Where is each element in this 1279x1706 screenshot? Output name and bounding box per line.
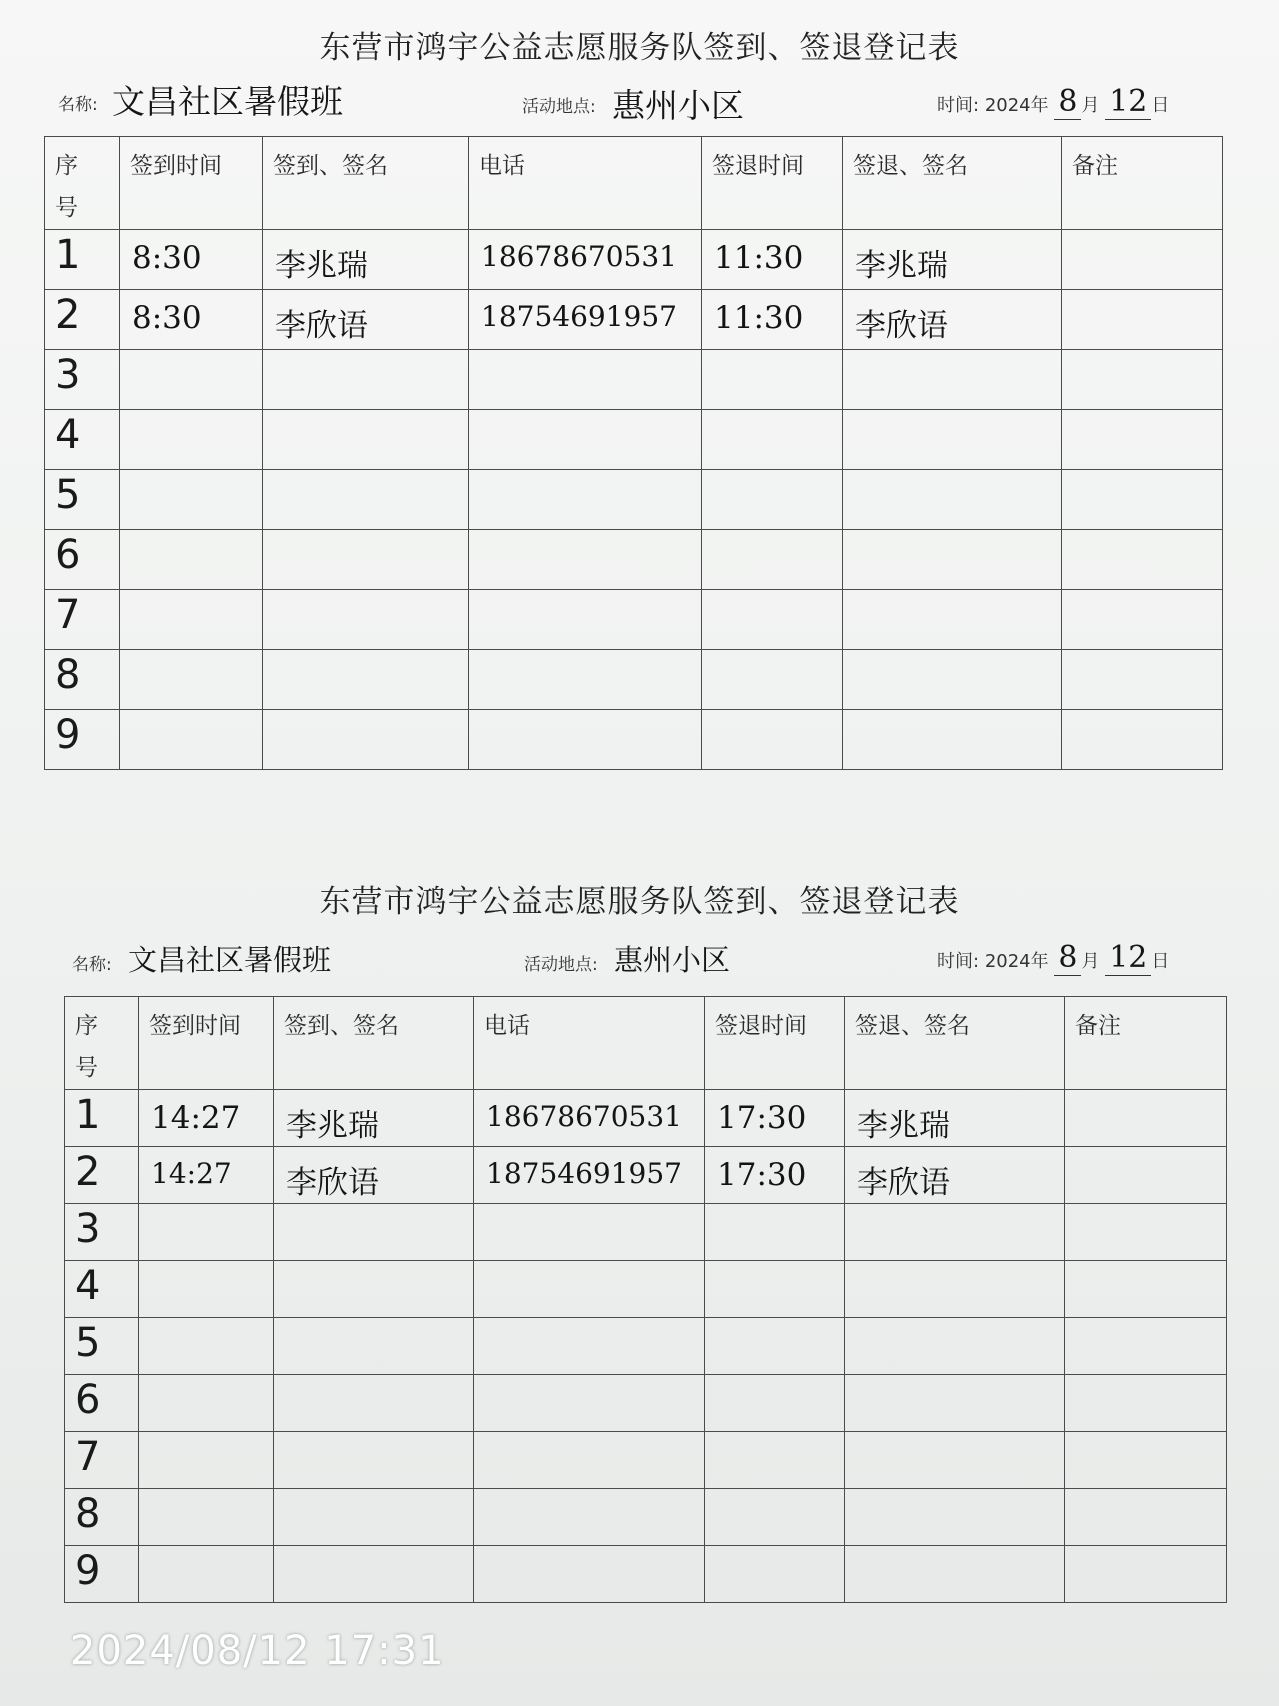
date-day: 12	[1105, 940, 1151, 976]
checkin-time: 14:27	[151, 1100, 241, 1136]
header-note: 备注	[1075, 1013, 1121, 1039]
location-label: 活动地点:	[522, 97, 596, 117]
header-cell	[263, 137, 469, 230]
location-label: 活动地点:	[524, 955, 598, 975]
checkin-time: 8:30	[132, 300, 202, 336]
row-number: 4	[55, 412, 81, 458]
table-row	[45, 530, 1223, 590]
header-checkin-sign: 签到、签名	[273, 153, 388, 179]
table-header-row	[65, 997, 1227, 1090]
row-number: 4	[75, 1263, 101, 1309]
sign-in-table	[64, 996, 1227, 1603]
header-checkout-time: 签退时间	[715, 1013, 807, 1039]
month-unit: 月	[1081, 95, 1100, 116]
header-cell	[469, 137, 702, 230]
table-row	[45, 590, 1223, 650]
table-row	[65, 1546, 1227, 1603]
row-number: 9	[55, 712, 81, 758]
sheet-1-body	[45, 230, 1223, 770]
phone-number: 18678670531	[481, 240, 677, 273]
checkin-signature: 李兆瑞	[275, 248, 368, 284]
table-header-row	[45, 137, 1223, 230]
header-note: 备注	[1072, 153, 1118, 179]
table-row	[45, 470, 1223, 530]
header-serial: 序号	[75, 1013, 98, 1081]
row-number: 5	[75, 1320, 101, 1366]
row-number: 9	[75, 1548, 101, 1594]
table-row	[65, 1318, 1227, 1375]
date-month: 8	[1054, 84, 1081, 120]
day-unit: 日	[1151, 951, 1170, 972]
location-value: 惠州小区	[612, 86, 744, 125]
table-row	[65, 1375, 1227, 1432]
header-phone: 电话	[484, 1013, 530, 1039]
row-number: 6	[55, 532, 81, 578]
header-phone: 电话	[479, 153, 525, 179]
table-row	[45, 710, 1223, 770]
header-cell	[139, 997, 274, 1090]
table-row	[65, 1090, 1227, 1147]
row-number: 2	[55, 292, 81, 338]
year-unit: 年	[1030, 951, 1049, 972]
header-cell	[274, 997, 474, 1090]
checkout-signature: 李欣语	[855, 308, 948, 344]
name-label: 名称:	[58, 95, 98, 115]
header-checkout-time: 签退时间	[712, 153, 804, 179]
checkout-time: 11:30	[714, 300, 804, 336]
name-value: 文昌社区暑假班	[128, 943, 332, 977]
row-number: 7	[75, 1434, 101, 1480]
table-row	[45, 290, 1223, 350]
checkout-time: 11:30	[714, 240, 804, 276]
date-month: 8	[1054, 940, 1081, 976]
header-checkin-time: 签到时间	[149, 1013, 241, 1039]
checkin-signature: 李欣语	[286, 1165, 379, 1201]
date-label: 时间:	[937, 951, 980, 972]
header-cell	[843, 137, 1062, 230]
month-unit: 月	[1081, 951, 1100, 972]
table-row	[45, 230, 1223, 290]
day-unit: 日	[1151, 95, 1170, 116]
note	[1065, 1147, 1226, 1157]
header-cell	[705, 997, 845, 1090]
sheet-title: 东营市鸿宇公益志愿服务队签到、签退登记表	[319, 30, 960, 66]
header-cell	[1065, 997, 1227, 1090]
note	[1062, 290, 1222, 300]
name-label: 名称:	[72, 955, 112, 975]
phone-number: 18678670531	[486, 1100, 682, 1133]
phone-number: 18754691957	[486, 1157, 682, 1190]
year-unit: 年	[1030, 95, 1049, 116]
header-checkin-time: 签到时间	[130, 153, 222, 179]
header-checkin-sign: 签到、签名	[284, 1013, 399, 1039]
table-row	[65, 1147, 1227, 1204]
header-cell	[474, 997, 705, 1090]
row-number: 8	[55, 652, 81, 698]
photo-timestamp: 2024/08/12 17:31	[70, 1628, 445, 1674]
sheet-2-body	[65, 1090, 1227, 1603]
header-cell	[702, 137, 843, 230]
date-label: 时间:	[937, 95, 980, 116]
checkin-time: 14:27	[151, 1157, 232, 1190]
header-cell	[845, 997, 1065, 1090]
table-row	[65, 1432, 1227, 1489]
checkout-signature: 李欣语	[857, 1165, 950, 1201]
header-cell	[1062, 137, 1223, 230]
row-number: 2	[75, 1149, 101, 1195]
header-cell	[120, 137, 263, 230]
table-row	[45, 650, 1223, 710]
sign-in-table	[44, 136, 1223, 770]
date-day: 12	[1105, 84, 1151, 120]
date-field	[937, 940, 1169, 975]
table-row	[45, 410, 1223, 470]
checkin-time: 8:30	[132, 240, 202, 276]
date-year: 2024	[984, 951, 1031, 972]
checkout-signature: 李兆瑞	[855, 248, 948, 284]
note	[1065, 1090, 1226, 1100]
checkin-signature: 李兆瑞	[286, 1108, 379, 1144]
date-field	[937, 84, 1169, 119]
row-number: 3	[55, 352, 81, 398]
checkout-time: 17:30	[717, 1157, 807, 1193]
table-row	[45, 350, 1223, 410]
header-checkout-sign: 签退、签名	[855, 1013, 970, 1039]
row-number: 1	[75, 1092, 101, 1138]
sheet-title: 东营市鸿宇公益志愿服务队签到、签退登记表	[319, 884, 960, 920]
row-number: 6	[75, 1377, 101, 1423]
row-number: 7	[55, 592, 81, 638]
checkout-signature: 李兆瑞	[857, 1108, 950, 1144]
header-checkout-sign: 签退、签名	[853, 153, 968, 179]
header-serial: 序号	[55, 153, 78, 221]
row-number: 5	[55, 472, 81, 518]
name-value: 文昌社区暑假班	[112, 82, 343, 121]
header-cell	[65, 997, 139, 1090]
header-cell	[45, 137, 120, 230]
row-number: 1	[55, 232, 81, 278]
row-number: 8	[75, 1491, 101, 1537]
table-row	[65, 1261, 1227, 1318]
table-row	[65, 1489, 1227, 1546]
phone-number: 18754691957	[481, 300, 677, 333]
date-year: 2024	[984, 95, 1031, 116]
location-value: 惠州小区	[614, 943, 731, 977]
checkout-time: 17:30	[717, 1100, 807, 1136]
checkin-signature: 李欣语	[275, 308, 368, 344]
table-row	[65, 1204, 1227, 1261]
row-number: 3	[75, 1206, 101, 1252]
note	[1062, 230, 1222, 240]
